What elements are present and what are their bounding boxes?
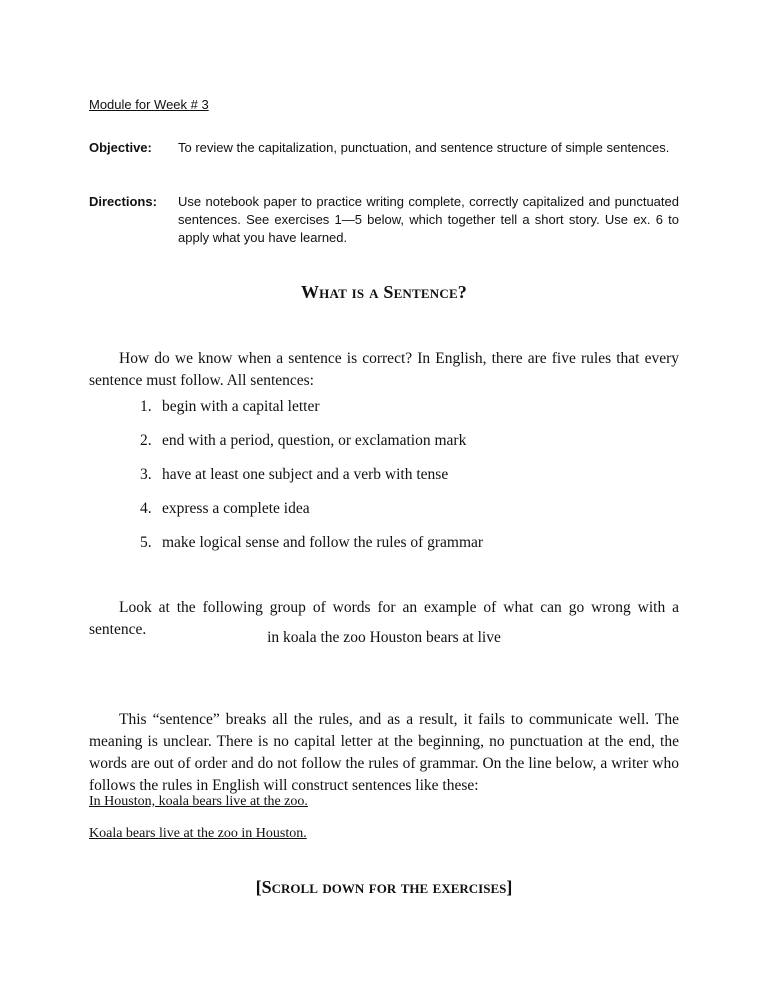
explanation-paragraph: This “sentence” breaks all the rules, and as a result, it fails to communicate well. The meaning is unclear. There is no capital letter at the beginning, no punctuation at the end, the words are out of order and do not follow the rules of grammar. On the line below, a writer who follows the rules in English will construct sentences like these: [89, 710, 679, 794]
rule-item [140, 464, 483, 498]
directions-row [89, 193, 679, 247]
rule-text: have at least one subject and a verb with tense [162, 466, 449, 483]
rule-text: begin with a capital letter [162, 398, 320, 415]
rule-number: 5. [140, 534, 152, 551]
scrambled-example: in koala the zoo Houston bears at live [267, 629, 501, 646]
correct-example: In Houston, koala bears live at the zoo. [89, 794, 308, 809]
rule-item [140, 498, 483, 532]
rule-item [140, 430, 483, 464]
objective-label: Objective: [89, 140, 152, 155]
objective-row [89, 139, 679, 157]
module-heading: Module for Week # 3 [89, 97, 209, 112]
directions-label: Directions: [89, 194, 157, 209]
rules-list [140, 396, 483, 566]
section-title: What is a Sentence? [300, 282, 468, 302]
objective-text: To review the capitalization, punctuation, and sentence structure of simple sentences. [178, 140, 670, 155]
intro-paragraph: How do we know when a sentence is correct? In English, there are five rules that every sentence must follow. All sentences: [89, 349, 679, 389]
rule-text: express a complete idea [162, 500, 310, 517]
correct-example: Koala bears live at the zoo in Houston. [89, 826, 307, 841]
rule-text: end with a period, question, or exclamation mark [162, 432, 467, 449]
rule-number: 1. [140, 398, 152, 415]
rule-item [140, 396, 483, 430]
rule-text: make logical sense and follow the rules of grammar [162, 534, 484, 551]
rule-item [140, 532, 483, 566]
scroll-note: [Scroll down for the exercises] [255, 877, 513, 897]
rule-number: 2. [140, 432, 152, 449]
directions-text: Use notebook paper to practice writing complete, correctly capitalized and punctuated sentences. See exercises 1—5 below, which together tell a short story. Use ex. 6 to apply what you have learned. [178, 194, 679, 245]
rule-number: 4. [140, 500, 152, 517]
rule-number: 3. [140, 466, 152, 483]
example-intro-paragraph: Look at the following group of words for an example of what can go wrong with a sentence. [89, 598, 679, 638]
